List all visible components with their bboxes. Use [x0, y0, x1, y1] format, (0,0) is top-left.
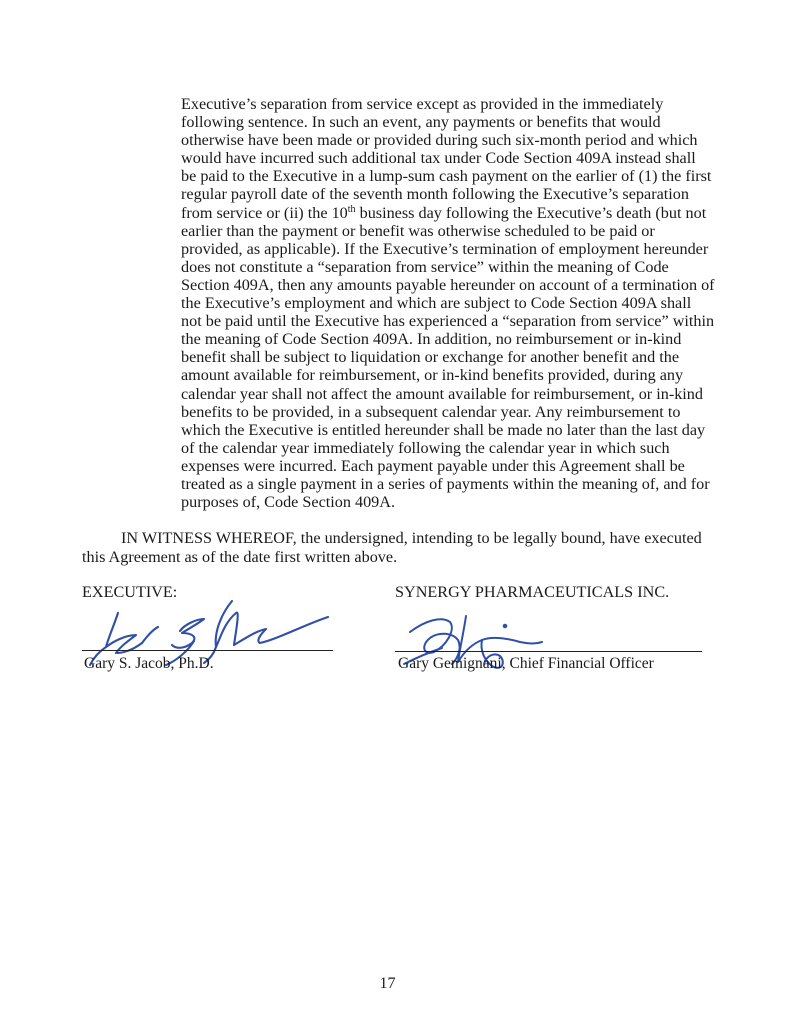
- paragraph-line: otherwise have been made or provided during such six-month period and which: [181, 131, 698, 150]
- paragraph-line-end: business day following the Executive’s death (but not: [355, 203, 707, 222]
- executive-signature-line: [82, 650, 333, 651]
- paragraph-line: benefit shall be subject to liquidation or exchange for another benefit and the: [181, 348, 680, 367]
- paragraph-line: following sentence. In such an event, any payments or benefits that would: [181, 113, 661, 132]
- ordinal-superscript: th: [347, 203, 356, 215]
- paragraph-line: earlier than the payment or benefit was otherwise scheduled to be paid or: [181, 221, 655, 240]
- paragraph-line: Executive’s separation from service except as provided in the immediately: [181, 95, 664, 113]
- paragraph-line: benefits to be provided, in a subsequent calendar year. Any reimbursement to: [181, 402, 681, 421]
- paragraph-line: regular payroll date of the seventh month following the Executive’s separation: [181, 185, 689, 204]
- paragraph-line-start: from service or (ii) the 10: [181, 203, 348, 222]
- paragraph-line: be paid to the Executive in a lump-sum cash payment on the earlier of (1) the first: [181, 167, 712, 186]
- paragraph-line: which the Executive is entitled hereunder shall be made no later than the last day: [181, 420, 706, 439]
- paragraph-line: [181, 204, 741, 222]
- paragraph-line: the Executive’s employment and which are subject to Code Section 409A shall: [181, 294, 692, 313]
- paragraph-line: would have incurred such additional tax under Code Section 409A instead shall: [181, 149, 696, 168]
- executive-heading: EXECUTIVE:: [82, 583, 178, 601]
- paragraph-line: expenses were incurred. Each payment payable under this Agreement shall be: [181, 456, 685, 475]
- executive-name: Gary S. Jacob, Ph.D.: [84, 655, 214, 672]
- paragraph-line: calendar year shall not affect the amount available for reimbursement, or in-kind: [181, 384, 703, 403]
- paragraph-line: purposes of, Code Section 409A.: [181, 493, 396, 512]
- witness-line: IN WITNESS WHEREOF, the undersigned, intending to be legally bound, have executed: [121, 529, 702, 547]
- paragraph-line: the meaning of Code Section 409A. In addition, no reimbursement or in-kind: [181, 330, 682, 349]
- paragraph-line: does not constitute a “separation from service” within the meaning of Code: [181, 257, 669, 276]
- paragraph-line: amount available for reimbursement, or in-kind benefits provided, during any: [181, 366, 684, 385]
- cfo-name: Gary Gemignani, Chief Financial Officer: [398, 655, 654, 672]
- cfo-signature-line: [395, 651, 702, 652]
- paragraph-line: Section 409A, then any amounts payable hereunder on account of a termination of: [181, 275, 715, 294]
- witness-line: this Agreement as of the date first written above.: [82, 547, 398, 566]
- in-witness-clause: [82, 529, 762, 566]
- page-number: 17: [379, 975, 396, 992]
- paragraph-line: not be paid until the Executive has experienced a “separation from service” within: [181, 312, 715, 331]
- paragraph-line: of the calendar year immediately following the calendar year in which such: [181, 438, 670, 457]
- agreement-paragraph: [181, 95, 741, 511]
- cfo-signature: [396, 606, 566, 686]
- paragraph-line: provided, as applicable). If the Executive’s termination of employment hereunder: [181, 239, 709, 258]
- paragraph-line: treated as a single payment in a series of payments within the meaning of, and for: [181, 474, 710, 493]
- company-heading: SYNERGY PHARMACEUTICALS INC.: [395, 583, 670, 601]
